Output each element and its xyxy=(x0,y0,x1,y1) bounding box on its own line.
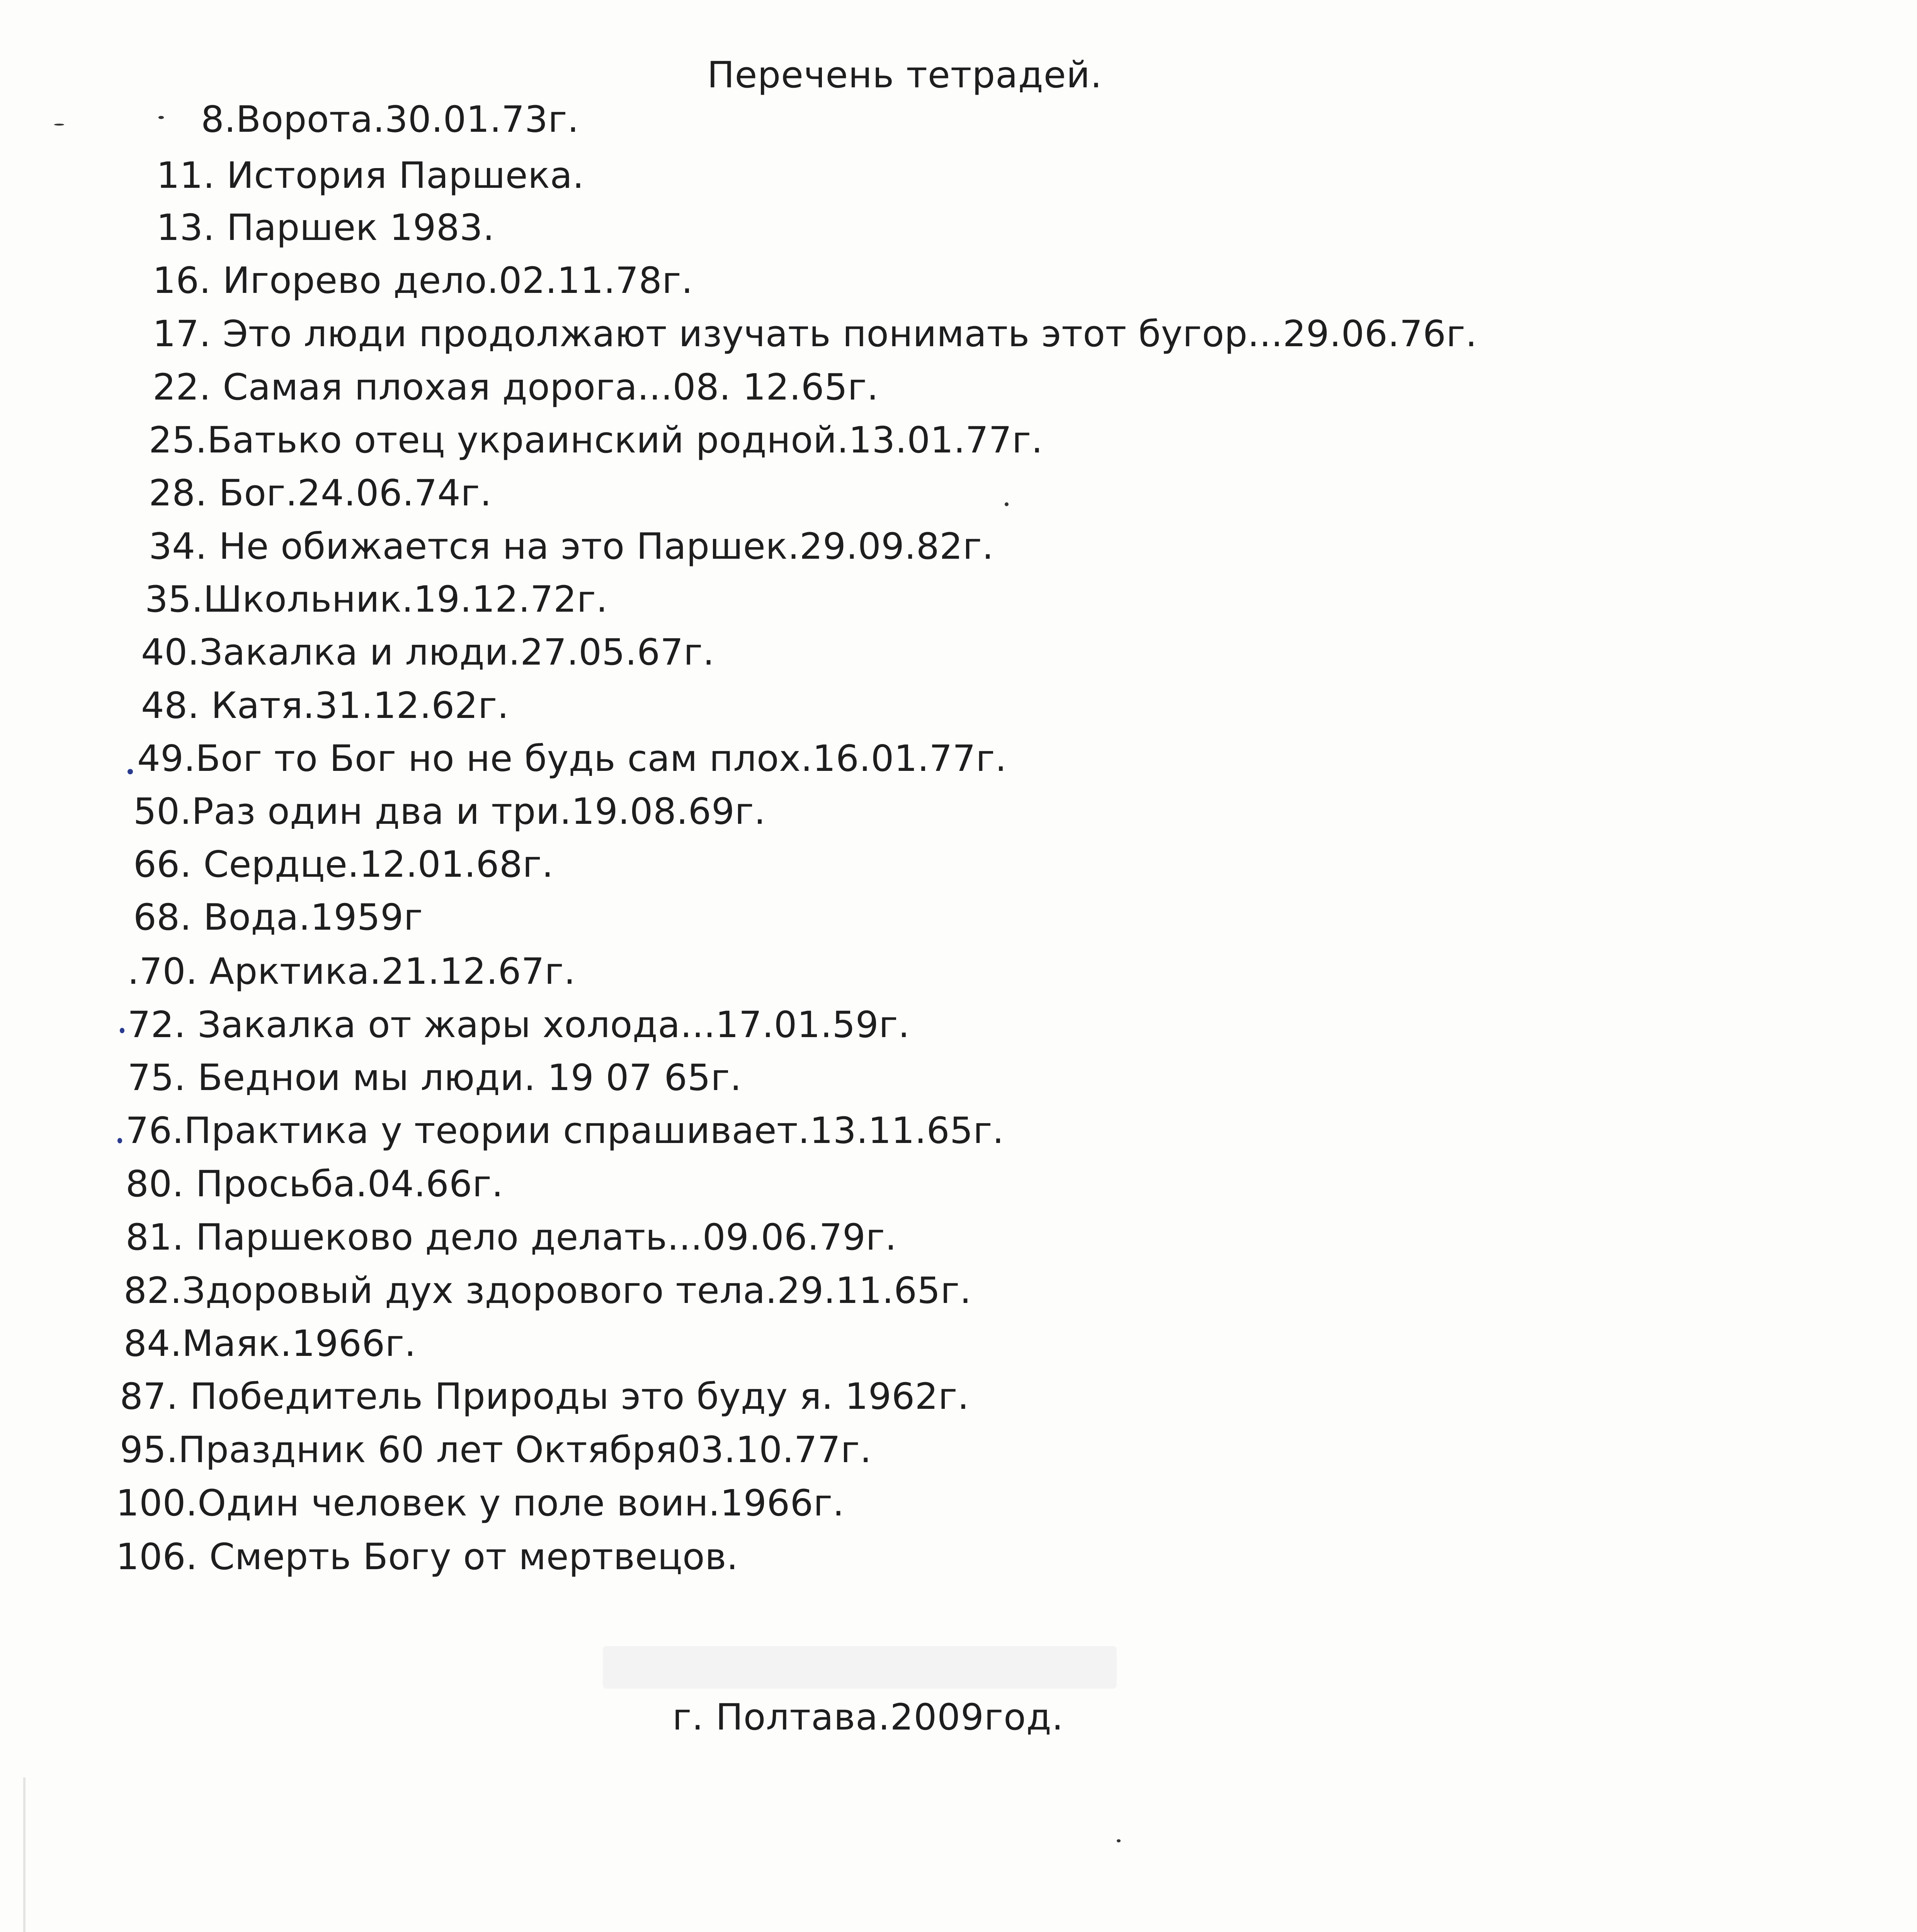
pen-mark xyxy=(120,1028,124,1033)
pen-mark xyxy=(128,769,133,774)
list-item: 22. Самая плохая дорога...08. 12.65г. xyxy=(153,366,879,408)
list-item: 72. Закалка от жары холода...17.01.59г. xyxy=(128,1004,910,1046)
list-item: 75. Беднои мы люди. 19 07 65г. xyxy=(128,1057,742,1099)
list-item: 66. Сердце.12.01.68г. xyxy=(133,844,554,886)
scan-speck xyxy=(158,116,164,119)
list-item: 84.Маяк.1966г. xyxy=(124,1323,416,1365)
list-item: 87. Победитель Природы это буду я. 1962г. xyxy=(120,1376,970,1418)
scan-speck xyxy=(54,124,64,126)
list-item: 50.Раз один два и три.19.08.69г. xyxy=(133,791,766,833)
list-item: 11. История Паршека. xyxy=(156,155,584,197)
list-item: 95.Праздник 60 лет Октября03.10.77г. xyxy=(120,1429,872,1471)
list-item: 17. Это люди продолжают изучать понимать этот бугор...29.06.76г. xyxy=(153,313,1477,355)
pen-mark xyxy=(117,1138,122,1143)
list-item: 76.Практика у теории спрашивает.13.11.65г. xyxy=(126,1110,1004,1152)
list-item: 100.Один человек у поле воин.1966г. xyxy=(116,1482,845,1524)
list-item: 40.Закалка и люди.27.05.67г. xyxy=(141,631,715,673)
list-item: 28. Бог.24.06.74г. xyxy=(149,472,492,514)
list-item: 68. Вода.1959г xyxy=(133,896,423,939)
document-title: Перечень тетрадей. xyxy=(707,54,1102,96)
list-item: 106. Смерть Богу от мертвецов. xyxy=(116,1536,738,1578)
list-item: 80. Просьба.04.66г. xyxy=(126,1163,503,1205)
list-item: 35.Школьник.19.12.72г. xyxy=(145,578,608,621)
list-item: 82.Здоровый дух здорового тела.29.11.65г. xyxy=(124,1270,972,1312)
list-item: .70. Арктика.21.12.67г. xyxy=(128,951,576,993)
list-item: 13. Паршек 1983. xyxy=(156,207,495,249)
scan-smudge xyxy=(603,1646,1117,1689)
list-item: 25.Батько отец украинский родной.13.01.77г. xyxy=(149,419,1043,461)
list-item: 81. Паршеково дело делать...09.06.79г. xyxy=(126,1216,897,1259)
list-item: 16. Игорево дело.02.11.78г. xyxy=(153,260,693,302)
list-item: 48. Катя.31.12.62г. xyxy=(141,685,509,727)
list-item: 34. Не обижается на это Паршек.29.09.82г. xyxy=(149,526,994,568)
list-item: 8.Ворота.30.01.73г. xyxy=(201,99,579,141)
scan-edge-left xyxy=(23,1777,26,1932)
scan-speck xyxy=(1117,1839,1121,1842)
scan-speck xyxy=(1005,502,1009,506)
list-item: 49.Бог то Бог но не будь сам плох.16.01.77г. xyxy=(137,738,1007,780)
document-footer: г. Полтава.2009год. xyxy=(672,1696,1064,1738)
